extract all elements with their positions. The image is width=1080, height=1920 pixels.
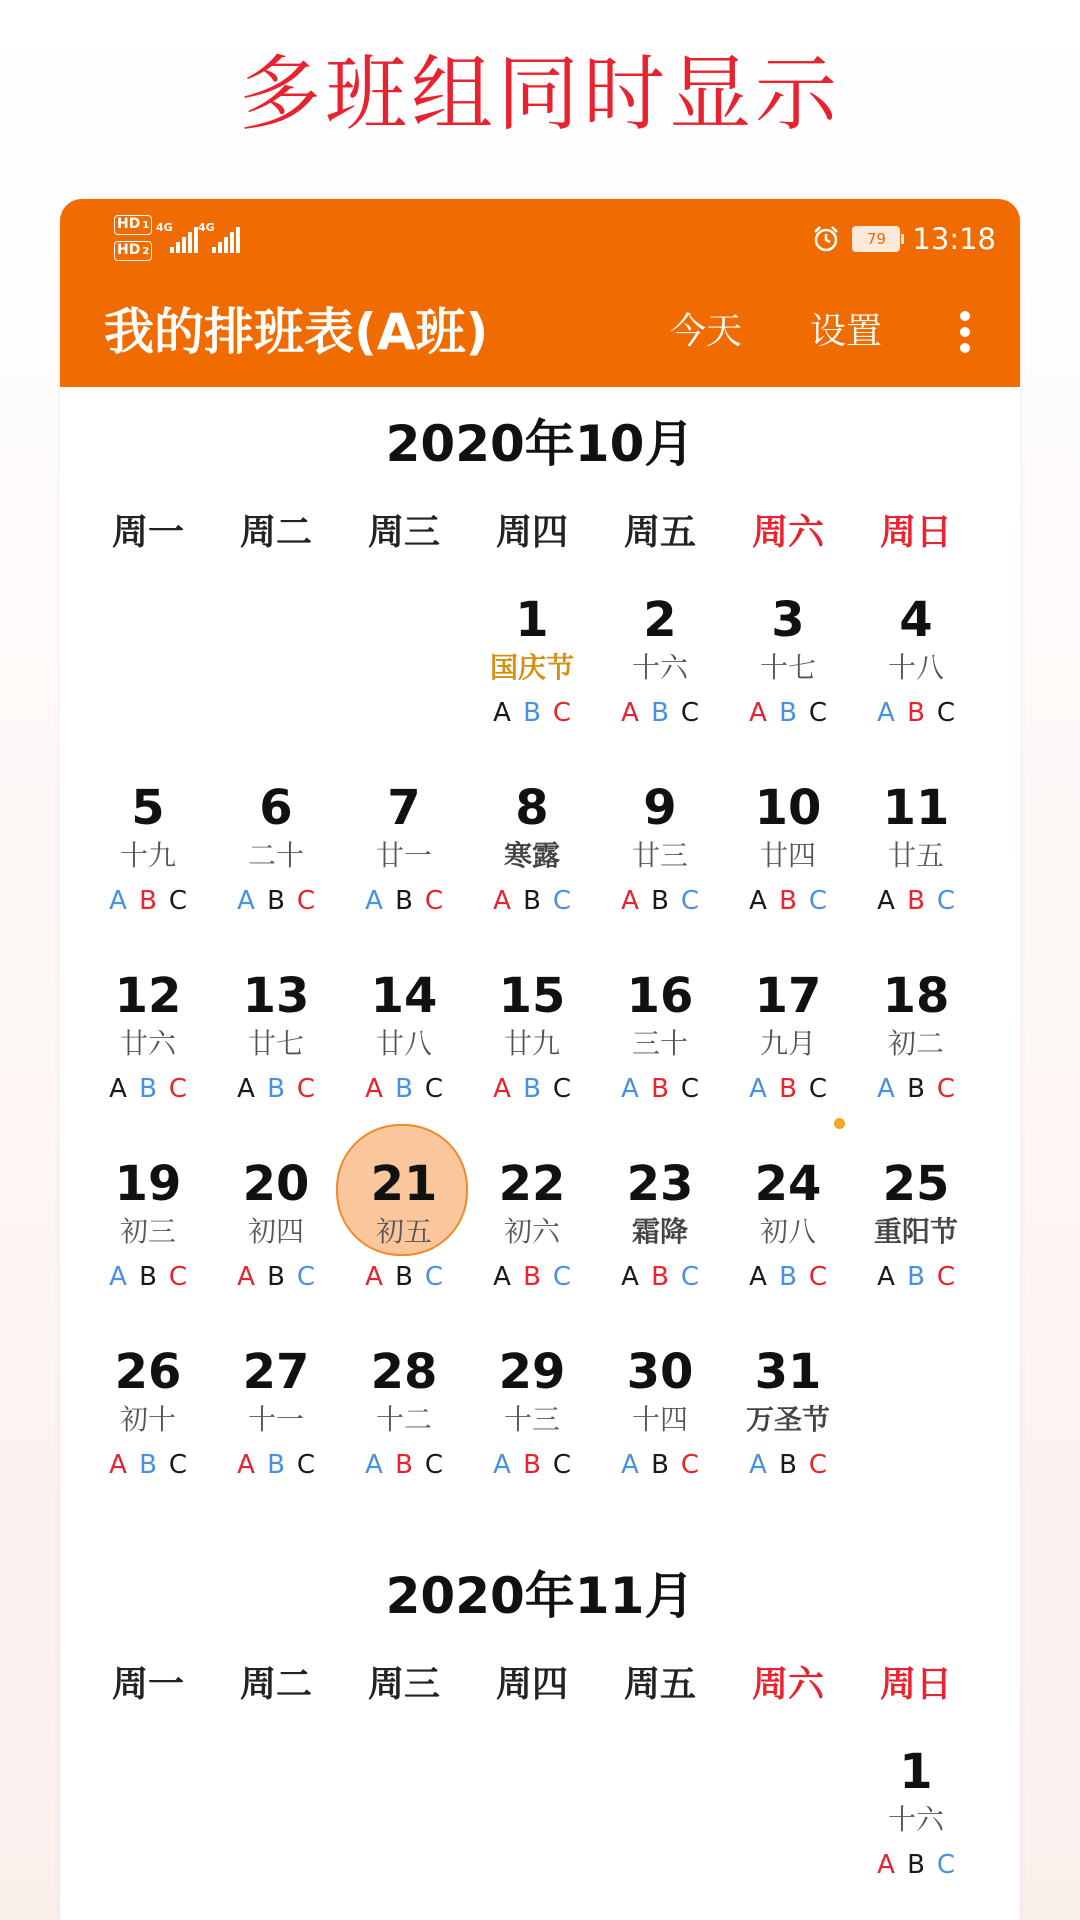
shift-letter: B [523, 1450, 541, 1480]
shift-indicators [596, 696, 724, 730]
day-cell[interactable] [468, 1342, 596, 1532]
shift-indicators [84, 1260, 212, 1294]
day-cell[interactable] [212, 966, 340, 1156]
day-number: 1 [515, 592, 549, 648]
shift-indicators [724, 1072, 852, 1106]
shift-indicators [724, 696, 852, 730]
day-cell[interactable] [596, 966, 724, 1156]
day-number: 2 [643, 592, 677, 648]
shift-letter: B [651, 1450, 669, 1480]
day-cell[interactable] [468, 966, 596, 1156]
day-number: 17 [754, 968, 822, 1024]
lunar-date: 廿七 [247, 1027, 304, 1060]
weekday-label: 周日 [879, 1664, 952, 1705]
weekday-label: 周四 [495, 1664, 568, 1705]
shift-letter: B [139, 1074, 157, 1104]
shift-letter: A [237, 886, 255, 916]
day-number: 9 [643, 780, 677, 836]
day-cell[interactable] [84, 778, 212, 968]
shift-letter: B [651, 1074, 669, 1104]
shift-letter: B [139, 1262, 157, 1292]
lunar-date: 初八 [759, 1215, 816, 1248]
shift-indicators [724, 884, 852, 918]
weekday-label: 周六 [751, 512, 824, 553]
day-number: 4 [899, 592, 933, 648]
day-number: 24 [754, 1156, 822, 1212]
day-cell[interactable] [212, 1154, 340, 1344]
lunar-date: 初六 [503, 1215, 560, 1248]
shift-letter: A [365, 1074, 383, 1104]
shift-letter: C [680, 1262, 700, 1292]
lunar-date: 九月 [759, 1027, 816, 1060]
day-number: 10 [754, 780, 822, 836]
shift-letter: C [680, 1074, 700, 1104]
shift-letter: A [109, 1450, 127, 1480]
day-number: 28 [370, 1344, 438, 1400]
lunar-date: 万圣节 [745, 1403, 830, 1436]
shift-letter: B [779, 1450, 797, 1480]
shift-indicators [212, 1260, 340, 1294]
shift-letter: C [424, 1262, 444, 1292]
shift-letter: A [109, 1074, 127, 1104]
day-cell[interactable] [852, 966, 980, 1156]
day-number: 31 [754, 1344, 822, 1400]
page-title: 我的排班表(A班) [104, 303, 489, 361]
lunar-date: 初五 [375, 1215, 432, 1248]
shift-letter: A [749, 1262, 767, 1292]
shift-indicators [340, 1072, 468, 1106]
day-number: 20 [242, 1156, 310, 1212]
lunar-date: 十六 [887, 1803, 944, 1836]
shift-letter: C [936, 1074, 956, 1104]
shift-indicators [852, 884, 980, 918]
day-cell[interactable] [724, 1154, 852, 1344]
shift-letter: A [621, 1450, 639, 1480]
shift-letter: C [936, 886, 956, 916]
shift-letter: C [552, 1262, 572, 1292]
signal-icon: 4G [198, 221, 236, 253]
lunar-date: 初四 [247, 1215, 304, 1248]
shift-letter: C [168, 886, 188, 916]
day-number: 26 [114, 1344, 182, 1400]
shift-indicators [596, 1072, 724, 1106]
day-cell[interactable] [724, 590, 852, 780]
shift-letter: C [424, 1074, 444, 1104]
lunar-date: 廿四 [759, 839, 816, 872]
shift-letter: C [808, 886, 828, 916]
shift-letter: C [808, 1262, 828, 1292]
day-number: 25 [882, 1156, 950, 1212]
weekday-label: 周三 [367, 1664, 440, 1705]
day-cell[interactable] [212, 778, 340, 968]
shift-letter: B [139, 1450, 157, 1480]
shift-letter: C [552, 698, 572, 728]
day-number: 30 [626, 1344, 694, 1400]
shift-letter: C [296, 886, 316, 916]
shift-letter: C [296, 1262, 316, 1292]
shift-letter: B [139, 886, 157, 916]
shift-letter: C [936, 1262, 956, 1292]
day-cell[interactable] [340, 1154, 468, 1344]
weekday-header [84, 504, 980, 555]
day-number: 22 [498, 1156, 566, 1212]
app-bar [60, 199, 1020, 387]
lunar-date: 廿六 [119, 1027, 176, 1060]
day-cell[interactable] [212, 1342, 340, 1532]
shift-letter: A [621, 698, 639, 728]
day-cell[interactable] [468, 1154, 596, 1344]
shift-letter: A [365, 1450, 383, 1480]
settings-button[interactable]: 设置 [810, 311, 883, 352]
shift-letter: C [808, 1450, 828, 1480]
day-cell[interactable] [852, 1154, 980, 1344]
alarm-icon [812, 225, 840, 253]
lunar-date: 十九 [119, 839, 176, 872]
status-right [812, 213, 996, 265]
day-number: 5 [131, 780, 165, 836]
shift-indicators [468, 1448, 596, 1482]
day-number: 16 [626, 968, 694, 1024]
shift-letter: B [907, 698, 925, 728]
day-number: 18 [882, 968, 950, 1024]
more-options-icon[interactable] [958, 307, 972, 357]
weekday-label: 周一 [111, 1664, 184, 1705]
shift-indicators [212, 884, 340, 918]
hd-icon: HD 2 [114, 241, 152, 261]
shift-indicators [84, 1072, 212, 1106]
shift-letter: A [877, 1262, 895, 1292]
day-cell[interactable] [852, 778, 980, 968]
day-number: 19 [114, 1156, 182, 1212]
shift-indicators [852, 696, 980, 730]
month-title: 2020年11月 [385, 1567, 695, 1625]
shift-letter: B [779, 1262, 797, 1292]
day-number: 23 [626, 1156, 694, 1212]
shift-letter: A [365, 886, 383, 916]
shift-letter: B [779, 886, 797, 916]
shift-letter: C [424, 886, 444, 916]
lunar-date: 廿八 [375, 1027, 432, 1060]
phone-screen [60, 199, 1020, 1920]
lunar-date: 霜降 [631, 1215, 688, 1248]
day-cell[interactable] [724, 1342, 852, 1532]
shift-letter: B [907, 1850, 925, 1880]
weekday-label: 周五 [623, 1664, 696, 1705]
shift-indicators [468, 884, 596, 918]
shift-letter: B [267, 1262, 285, 1292]
signal-icon: 4G [156, 221, 194, 253]
shift-indicators [340, 1260, 468, 1294]
shift-letter: B [523, 1074, 541, 1104]
lunar-date: 廿九 [503, 1027, 560, 1060]
day-cell[interactable] [340, 778, 468, 968]
shift-indicators [852, 1848, 980, 1882]
day-number: 11 [882, 780, 950, 836]
shift-letter: B [523, 886, 541, 916]
shift-letter: A [877, 1850, 895, 1880]
shift-letter: C [296, 1450, 316, 1480]
weekday-label: 周四 [495, 512, 568, 553]
shift-indicators [84, 884, 212, 918]
shift-letter: A [621, 1074, 639, 1104]
lunar-date: 廿一 [375, 839, 432, 872]
lunar-date: 初三 [119, 1215, 176, 1248]
weekday-label: 周二 [239, 512, 312, 553]
day-cell[interactable] [596, 1154, 724, 1344]
lunar-date: 廿三 [631, 839, 688, 872]
shift-letter: B [523, 698, 541, 728]
shift-letter: B [907, 886, 925, 916]
day-number: 3 [771, 592, 805, 648]
promo-headline: 多班组同时显示 [238, 47, 841, 142]
shift-letter: A [109, 1262, 127, 1292]
day-number: 6 [259, 780, 293, 836]
weekday-label: 周六 [751, 1664, 824, 1705]
shift-indicators [212, 1448, 340, 1482]
shift-letter: C [808, 698, 828, 728]
shift-letter: B [907, 1074, 925, 1104]
shift-letter: C [680, 698, 700, 728]
lunar-date: 重阳节 [873, 1215, 958, 1248]
event-dot-icon [834, 1118, 845, 1129]
lunar-date: 十三 [503, 1403, 560, 1436]
day-cell[interactable] [596, 778, 724, 968]
day-cell[interactable] [596, 590, 724, 780]
shift-indicators [852, 1260, 980, 1294]
shift-indicators [596, 884, 724, 918]
shift-indicators [84, 1448, 212, 1482]
day-cell[interactable] [852, 590, 980, 780]
shift-letter: C [680, 886, 700, 916]
shift-letter: A [237, 1262, 255, 1292]
shift-indicators [212, 1072, 340, 1106]
shift-letter: B [267, 1074, 285, 1104]
shift-indicators [724, 1448, 852, 1482]
shift-letter: A [749, 1450, 767, 1480]
day-cell[interactable] [84, 1154, 212, 1344]
shift-letter: B [267, 1450, 285, 1480]
shift-letter: A [877, 886, 895, 916]
shift-indicators [724, 1260, 852, 1294]
weekday-header [84, 1656, 980, 1707]
lunar-date: 寒露 [503, 839, 560, 872]
weekday-label: 周二 [239, 1664, 312, 1705]
day-number: 7 [387, 780, 421, 836]
day-number: 21 [370, 1156, 438, 1212]
hd-icon: HD 1 [114, 215, 152, 235]
lunar-date: 十四 [631, 1403, 688, 1436]
lunar-date: 国庆节 [489, 651, 574, 684]
shift-letter: A [877, 1074, 895, 1104]
shift-letter: A [877, 698, 895, 728]
shift-indicators [852, 1072, 980, 1106]
lunar-date: 十六 [631, 651, 688, 684]
shift-letter: A [749, 1074, 767, 1104]
shift-letter: A [237, 1074, 255, 1104]
lunar-date: 三十 [631, 1027, 688, 1060]
day-cell[interactable] [84, 1342, 212, 1532]
shift-letter: C [680, 1450, 700, 1480]
battery-icon: 79 [852, 226, 900, 252]
day-number: 12 [114, 968, 182, 1024]
shift-letter: B [395, 1262, 413, 1292]
day-number: 27 [242, 1344, 310, 1400]
clock: 13:18 [912, 222, 996, 256]
day-number: 1 [899, 1744, 933, 1800]
shift-indicators [340, 1448, 468, 1482]
shift-letter: A [749, 698, 767, 728]
shift-letter: B [779, 1074, 797, 1104]
shift-letter: A [493, 698, 511, 728]
shift-indicators [468, 696, 596, 730]
shift-indicators [596, 1260, 724, 1294]
shift-letter: A [749, 886, 767, 916]
weekday-label: 周五 [623, 512, 696, 553]
shift-letter: A [109, 886, 127, 916]
shift-letter: B [395, 886, 413, 916]
day-cell[interactable] [468, 778, 596, 968]
day-cell[interactable] [852, 1742, 980, 1920]
shift-letter: C [936, 1850, 956, 1880]
shift-letter: A [493, 886, 511, 916]
shift-letter: B [651, 886, 669, 916]
shift-letter: C [552, 886, 572, 916]
shift-letter: A [621, 886, 639, 916]
lunar-date: 二十 [247, 839, 304, 872]
shift-letter: B [523, 1262, 541, 1292]
shift-letter: B [267, 886, 285, 916]
lunar-date: 十一 [247, 1403, 304, 1436]
shift-letter: C [552, 1450, 572, 1480]
day-number: 29 [498, 1344, 566, 1400]
day-cell[interactable] [468, 590, 596, 780]
shift-indicators [468, 1260, 596, 1294]
shift-indicators [340, 884, 468, 918]
shift-letter: A [493, 1450, 511, 1480]
shift-letter: A [365, 1262, 383, 1292]
day-number: 14 [370, 968, 438, 1024]
day-cell[interactable] [724, 778, 852, 968]
lunar-date: 初二 [887, 1027, 944, 1060]
shift-letter: B [779, 698, 797, 728]
day-cell[interactable] [596, 1342, 724, 1532]
shift-letter: B [651, 1262, 669, 1292]
shift-letter: B [395, 1450, 413, 1480]
weekday-label: 周三 [367, 512, 440, 553]
shift-letter: C [424, 1450, 444, 1480]
shift-letter: C [296, 1074, 316, 1104]
lunar-date: 初十 [119, 1403, 176, 1436]
status-bar [60, 199, 1020, 279]
shift-letter: B [907, 1262, 925, 1292]
shift-letter: C [168, 1262, 188, 1292]
lunar-date: 廿五 [887, 839, 944, 872]
shift-letter: C [552, 1074, 572, 1104]
day-cell[interactable] [340, 1342, 468, 1532]
shift-letter: A [237, 1450, 255, 1480]
shift-letter: C [168, 1074, 188, 1104]
shift-letter: B [651, 698, 669, 728]
month-title: 2020年10月 [385, 415, 695, 473]
day-number: 13 [242, 968, 310, 1024]
shift-indicators [596, 1448, 724, 1482]
shift-indicators [468, 1072, 596, 1106]
day-number: 15 [498, 968, 566, 1024]
shift-letter: A [621, 1262, 639, 1292]
day-number: 8 [515, 780, 549, 836]
shift-letter: C [808, 1074, 828, 1104]
day-cell[interactable] [724, 966, 852, 1156]
lunar-date: 十二 [375, 1403, 432, 1436]
shift-letter: C [936, 698, 956, 728]
today-button[interactable]: 今天 [670, 311, 743, 352]
day-cell[interactable] [84, 966, 212, 1156]
shift-letter: B [395, 1074, 413, 1104]
lunar-date: 十七 [759, 651, 816, 684]
weekday-label: 周日 [879, 512, 952, 553]
shift-letter: C [168, 1450, 188, 1480]
shift-letter: A [493, 1262, 511, 1292]
weekday-label: 周一 [111, 512, 184, 553]
lunar-date: 十八 [887, 651, 944, 684]
shift-letter: A [493, 1074, 511, 1104]
